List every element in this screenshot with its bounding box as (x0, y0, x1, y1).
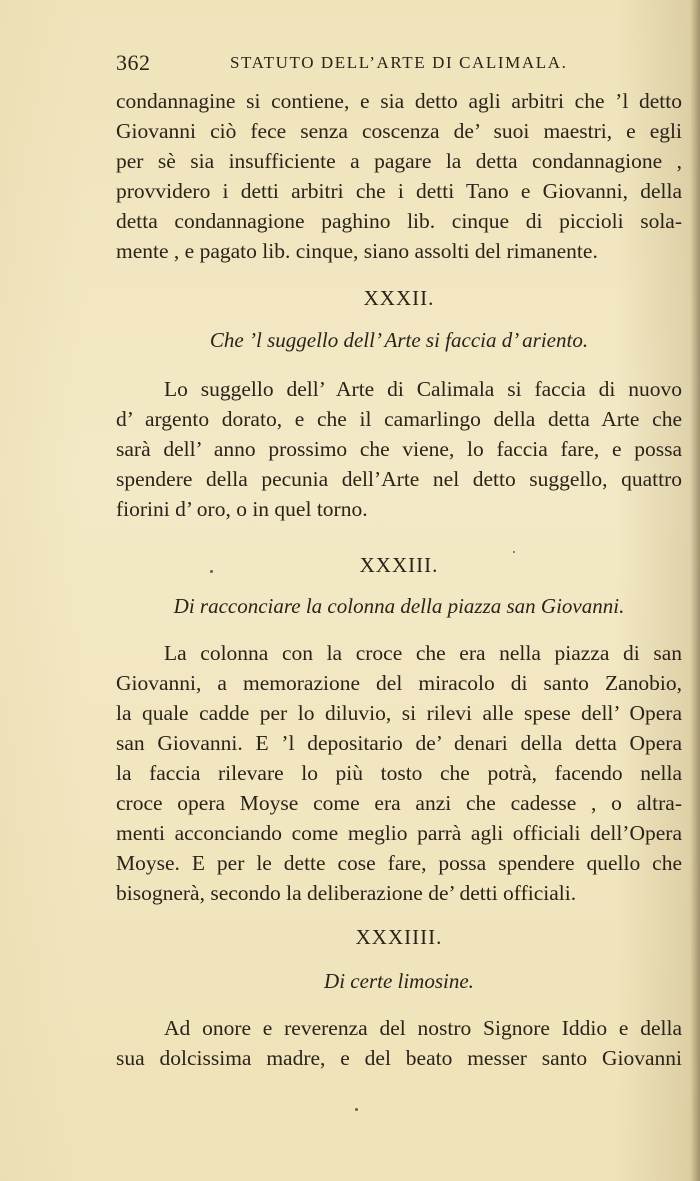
text-line: mente , e pagato lib. cinque, siano assolti del rimanente. (116, 239, 598, 263)
text-line: d’ argento dorato, e che il camarlingo della detta Arte che (116, 407, 682, 431)
text-line: sarà dell’ anno prossimo che viene, lo faccia fare, e possa (116, 437, 682, 461)
intro-paragraph (116, 86, 682, 266)
text-line: condannagine si contiene, e sia detto agli arbitri che ’l detto (116, 89, 682, 113)
text-line: La colonna con la croce che era nella piazza di san (164, 641, 682, 665)
section-title-xxxiiii: Di certe limosine. (324, 969, 474, 993)
section-title-xxxiii: Di racconciare la colonna della piazza san Giovanni. (173, 594, 625, 618)
section-number-xxxii: XXXII. (363, 286, 435, 310)
text-line: sua dolcissima madre, e del beato messer santo Giovanni (116, 1046, 682, 1070)
page-number: 362 (116, 50, 151, 75)
section-title-xxxii: Che ’l suggello dell’ Arte si faccia d’ ariento. (209, 328, 589, 352)
running-head (116, 50, 682, 76)
text-line: bisognerà, secondo la deliberazione de’ detti officiali. (116, 881, 577, 905)
paper-speck (355, 1108, 358, 1111)
text-line: spendere della pecunia dell’Arte nel detto suggello, quattro (116, 467, 682, 491)
section-body-xxxiiii (116, 1013, 682, 1073)
text-line: per sè sia insufficiente a pagare la detta condannagione , (116, 149, 682, 173)
paper-speck (210, 570, 213, 573)
text-line: Giovanni ciò fece senza coscenza de’ suoi maestri, e egli (116, 119, 682, 143)
text-line: fiorini d’ oro, o in quel torno. (116, 497, 368, 521)
text-line: la faccia rilevare lo più tosto che potrà, facendo nella (116, 761, 682, 785)
paper-speck (513, 551, 515, 553)
text-line: menti acconciando come meglio parrà agli officiali dell’Opera (116, 821, 682, 845)
text-line: croce opera Moyse come era anzi che cadesse , o altra- (116, 791, 682, 815)
text-line: Moyse. E per le dette cose fare, possa spendere quello che (116, 851, 682, 875)
text-line: san Giovanni. E ’l depositario de’ denari della detta Opera (116, 731, 682, 755)
page-edge-shadow (690, 0, 700, 1181)
text-line: Ad onore e reverenza del nostro Signore Iddio e della (164, 1016, 682, 1040)
section-body-xxxiii (116, 638, 682, 908)
section-body-xxxii (116, 374, 682, 524)
text-line: Lo suggello dell’ Arte di Calimala si faccia di nuovo (164, 377, 682, 401)
section-number-xxxiii: XXXIII. (359, 553, 439, 577)
text-line: Giovanni, a memorazione del miracolo di santo Zanobio, (116, 671, 682, 695)
text-line: detta condannagione paghino lib. cinque di piccioli sola- (116, 209, 682, 233)
section-number-xxxiiii: XXXIIII. (355, 925, 443, 949)
text-line: provvidero i detti arbitri che i detti Tano e Giovanni, della (116, 179, 682, 203)
running-title: STATUTO DELL’ARTE DI CALIMALA. (230, 53, 568, 72)
text-line: la quale cadde per lo diluvio, si rilevi alle spese dell’ Opera (116, 701, 682, 725)
